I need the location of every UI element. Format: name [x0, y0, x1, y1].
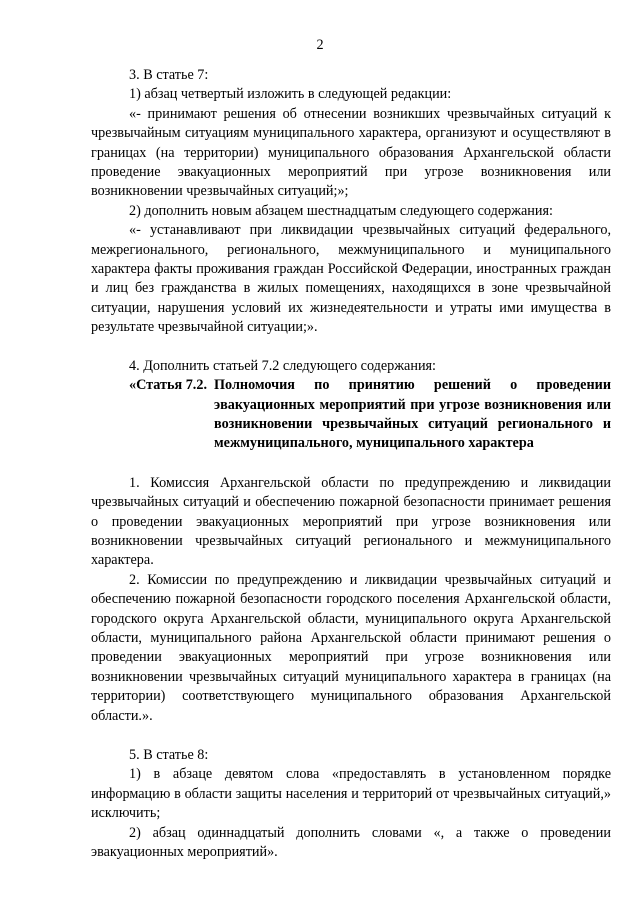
document-body — [91, 66, 611, 862]
section-5-item-2-text: 2) абзац одиннадцатый дополнить словами «, а также о проведении эвакуационных мероприятий». — [91, 824, 611, 861]
article-7-2-heading — [129, 376, 611, 454]
spacer — [91, 338, 611, 357]
spacer — [91, 726, 611, 746]
article-paragraph-1: 1. Комиссия Архангельской области по предупреждению и ликвидации чрезвычайных ситуаций и обеспечению пожарной безопасности принимает решения о проведении эвакуационных мероприятий при угрозе возникновения или возникновении чрезвычайных ситуаций регионального и межмуниципального характера. — [91, 474, 611, 569]
page-number: 2 — [316, 37, 324, 53]
section-5-item-1-text: 1) в абзаце девятом слова «предоставлять в установленном порядке информацию в области защиты населения и территорий от чрезвычайных ситуаций,» исключить; — [91, 766, 611, 822]
section-3-heading: 3. В статье 7: — [129, 67, 209, 83]
section-3-item-1-intro: 1) абзац четвертый изложить в следующей редакции: — [129, 86, 452, 103]
section-4-heading: 4. Дополнить статьей 7.2 следующего содержания: — [129, 357, 436, 374]
section-3-item-1-text: «- принимают решения об отнесении возникших чрезвычайных ситуаций к чрезвычайным ситуациям муниципального характера, организуют и осуществляют в границах (на территории) муниципального образования Архангельской области проведение эвакуационных мероприятий при угрозе возникновения или возникновении чрезвычайных ситуаций;»; — [91, 105, 611, 200]
article-label: «Статья 7.2. — [129, 377, 207, 394]
section-5-heading: 5. В статье 8: — [129, 747, 209, 763]
section-3-item-2-text: «- устанавливают при ликвидации чрезвычайных ситуаций федерального, межрегионального, регионального, межмуниципального и муниципального характера факты проживания граждан Российской Федерации, иностранных граждан и лиц без гражданства в жилых помещениях, находящихся в зоне чрезвычайной ситуации, нарушения условий их жизнедеятельности и утраты ими имущества в результате чрезвычайной ситуации;». — [91, 222, 611, 336]
section-3-item-2-intro: 2) дополнить новым абзацем шестнадцатым следующего содержания: — [129, 202, 553, 219]
article-title: Полномочия по принятию решений о проведении эвакуационных мероприятий при угрозе возникновения или возникновении чрезвычайных ситуаций регионального и межмуниципального, муниципального характера — [214, 377, 611, 452]
article-paragraph-2: 2. Комиссии по предупреждению и ликвидации чрезвычайных ситуаций и обеспечению пожарной безопасности городского поселения Архангельской области, городского округа Архангельской области, муниципального округа Архангельской области, муниципального района Архангельской области принимают решения о проведении эвакуационных мероприятий при угрозе возникновения или возникновении чрезвычайных ситуаций муниципального характера в границах (на территории) соответствующего муниципального образования Архангельской области.». — [91, 571, 611, 724]
spacer — [91, 454, 611, 474]
